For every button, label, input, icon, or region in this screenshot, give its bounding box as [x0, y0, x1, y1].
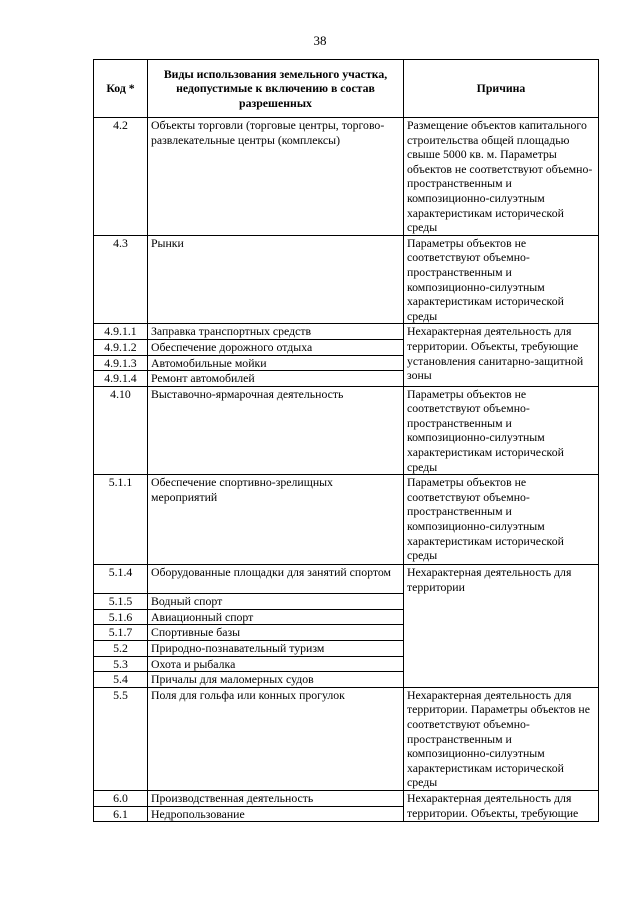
row-use: Обеспечение дорожного отдыха: [148, 339, 404, 355]
row-use: Объекты торговли (торговые центры, торгово-развлекательные центры (комплексы): [148, 118, 404, 236]
table-row: [94, 235, 599, 324]
row-use: Недропользование: [148, 806, 404, 822]
table-row: [94, 386, 599, 475]
header-code: Код *: [94, 60, 148, 118]
row-reason: Нехарактерная деятельность для территории. Объекты, требующие установления санитарно-защитной зоны: [404, 324, 599, 386]
row-code: 4.9.1.2: [94, 339, 148, 355]
row-code: 5.1.5: [94, 594, 148, 610]
row-code: 4.3: [94, 235, 148, 324]
row-use: Производственная деятельность: [148, 790, 404, 806]
header-use: Виды использования земельного участка, недопустимые к включению в состав разрешенных: [148, 60, 404, 118]
row-code: 4.2: [94, 118, 148, 236]
row-use: Ремонт автомобилей: [148, 371, 404, 387]
row-code: 4.10: [94, 386, 148, 475]
row-reason: Размещение объектов капитального строительства общей площадью свыше 5000 кв. м. Параметры объектов не соответствуют объемно-пространственным и композиционно-силуэтным характеристикам исторической среды: [404, 118, 599, 236]
row-code: 5.5: [94, 687, 148, 790]
row-use: Поля для гольфа или конных прогулок: [148, 687, 404, 790]
row-code: 5.4: [94, 672, 148, 688]
table-row: [94, 118, 599, 236]
restricted-land-use-table: [93, 59, 599, 822]
row-code: 5.3: [94, 656, 148, 672]
row-reason: Нехарактерная деятельность для территории. Объекты, требующие: [404, 790, 599, 821]
row-code: 4.9.1.1: [94, 324, 148, 340]
row-use: Охота и рыбалка: [148, 656, 404, 672]
row-code: 4.9.1.4: [94, 371, 148, 387]
page-number: 38: [313, 33, 327, 48]
row-use: Оборудованные площадки для занятий спортом: [148, 565, 404, 594]
row-use: Водный спорт: [148, 594, 404, 610]
row-reason: Нехарактерная деятельность для территории: [404, 565, 599, 688]
table-row: [94, 687, 599, 790]
row-reason: Параметры объектов не соответствуют объемно-пространственным и композиционно-силуэтным характеристикам исторической среды: [404, 475, 599, 565]
row-use: Обеспечение спортивно-зрелищных мероприятий: [148, 475, 404, 565]
row-code: 6.0: [94, 790, 148, 806]
row-code: 5.1.1: [94, 475, 148, 565]
header-reason: Причина: [404, 60, 599, 118]
table-row: [94, 475, 599, 565]
table-row: [94, 565, 599, 594]
row-code: 5.2: [94, 641, 148, 657]
row-code: 6.1: [94, 806, 148, 822]
row-code: 5.1.6: [94, 609, 148, 625]
row-use: Рынки: [148, 235, 404, 324]
row-reason: Параметры объектов не соответствуют объемно-пространственным и композиционно-силуэтным характеристикам исторической среды: [404, 235, 599, 324]
row-use: Спортивные базы: [148, 625, 404, 641]
row-use: Природно-познавательный туризм: [148, 641, 404, 657]
table-row: [94, 790, 599, 806]
table-row: [94, 324, 599, 340]
row-use: Выставочно-ярмарочная деятельность: [148, 386, 404, 475]
row-use: Причалы для маломерных судов: [148, 672, 404, 688]
row-code: 5.1.4: [94, 565, 148, 594]
row-use: Заправка транспортных средств: [148, 324, 404, 340]
row-use: Автомобильные мойки: [148, 355, 404, 371]
row-reason: Параметры объектов не соответствуют объемно-пространственным и композиционно-силуэтным характеристикам исторической среды: [404, 386, 599, 475]
row-code: 5.1.7: [94, 625, 148, 641]
row-use: Авиационный спорт: [148, 609, 404, 625]
row-code: 4.9.1.3: [94, 355, 148, 371]
table-header-row: [94, 60, 599, 118]
row-reason: Нехарактерная деятельность для территории. Параметры объектов не соответствуют объемно-пространственным и композиционно-силуэтным характеристикам исторической среды: [404, 687, 599, 790]
